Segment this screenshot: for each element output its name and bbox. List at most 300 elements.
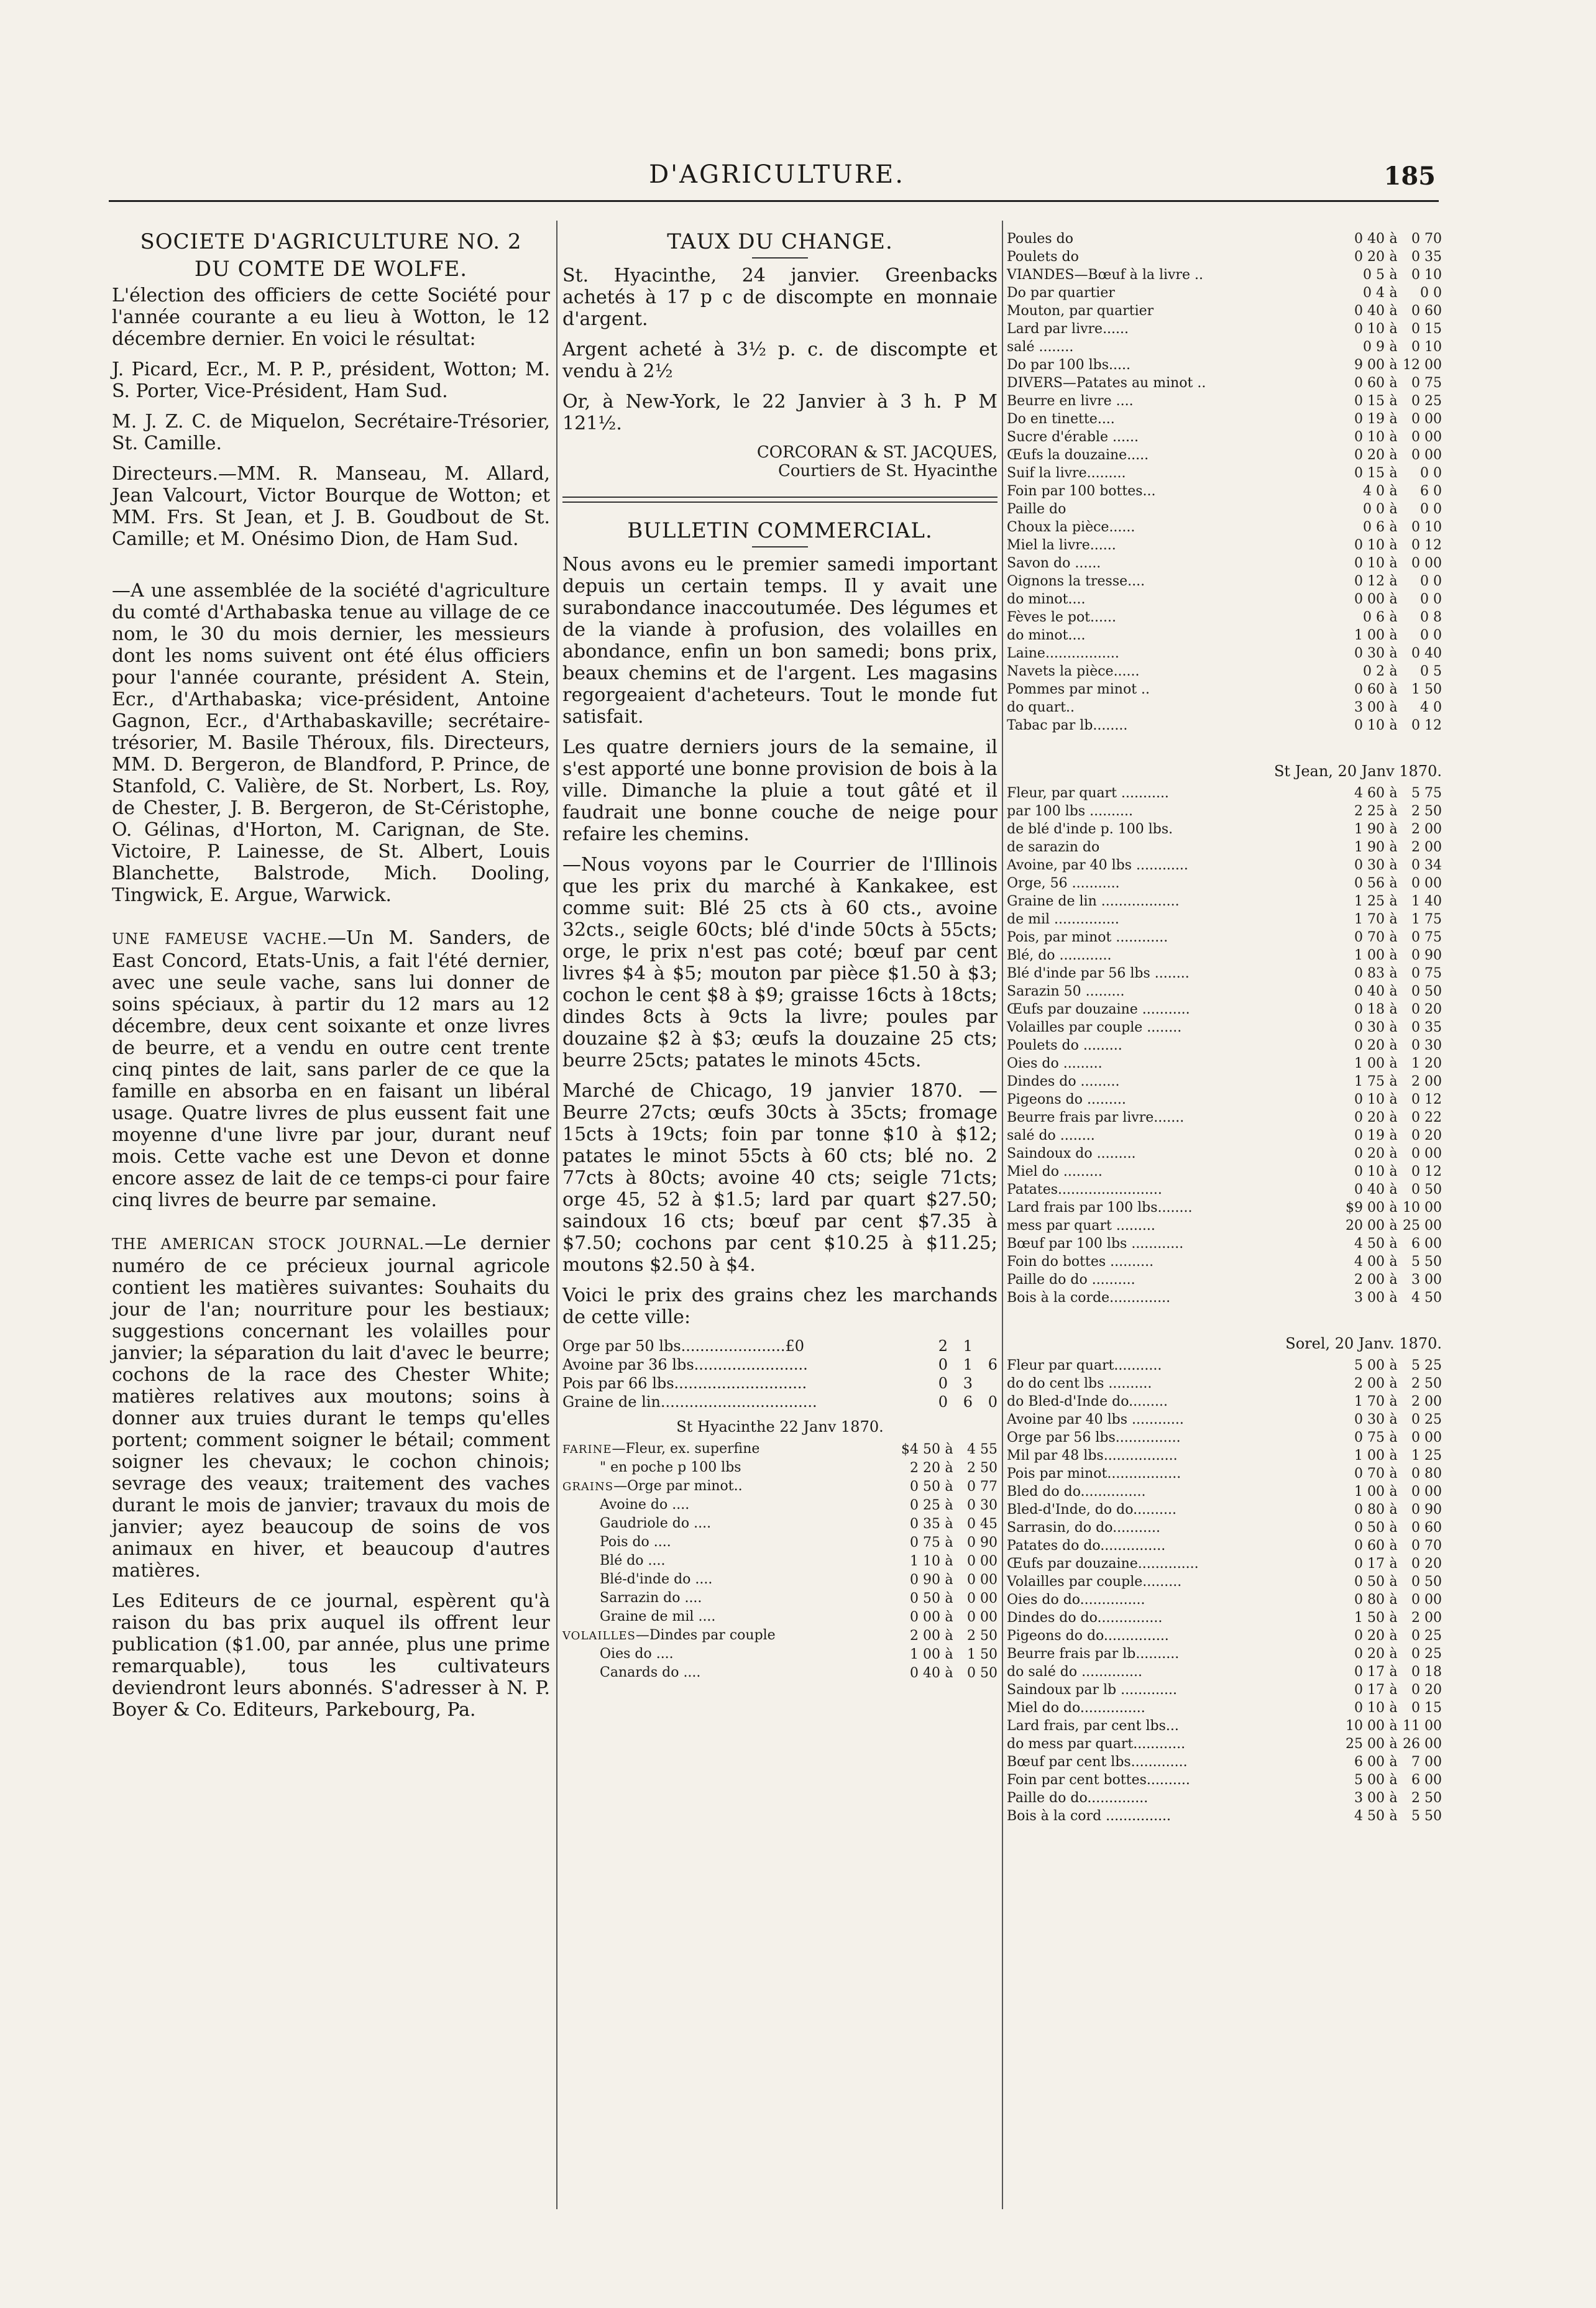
price-separator: à bbox=[1389, 1592, 1398, 1608]
price-row bbox=[1007, 518, 1442, 536]
price-item: DIVERS—Patates au minot .. bbox=[1007, 375, 1206, 391]
price-row bbox=[1007, 784, 1442, 802]
price-row bbox=[1007, 500, 1442, 518]
price-item: Canards do .... bbox=[600, 1665, 701, 1680]
price-row bbox=[1007, 1253, 1442, 1271]
price-low: 0 00 bbox=[910, 1609, 940, 1625]
price-low: 0 10 bbox=[1354, 718, 1385, 733]
price-low: 0 80 bbox=[1354, 1502, 1385, 1518]
price-separator: à bbox=[1389, 321, 1398, 337]
price-row bbox=[1007, 1753, 1442, 1771]
price-row bbox=[1007, 1217, 1442, 1235]
price-separator: à bbox=[1389, 1538, 1398, 1554]
price-row bbox=[1007, 1127, 1442, 1145]
price-separator: à bbox=[1389, 574, 1398, 589]
price-row bbox=[1007, 698, 1442, 717]
price-low: 5 00 bbox=[1354, 1358, 1385, 1373]
price-low: 0 60 bbox=[1354, 682, 1385, 697]
price-row bbox=[1007, 892, 1442, 910]
price-low: 0 4 bbox=[1363, 285, 1385, 301]
price-low: 0 19 bbox=[1354, 1128, 1385, 1143]
price-item: Bois à la cord ............... bbox=[1007, 1808, 1172, 1824]
price-row bbox=[562, 1337, 998, 1355]
price-row bbox=[1007, 1609, 1442, 1627]
price-item: Choux la pièce...... bbox=[1007, 520, 1135, 535]
price-high: 0 00 bbox=[1411, 447, 1442, 463]
price-low: 0 83 bbox=[1354, 966, 1385, 981]
price-low: 25 00 bbox=[1346, 1736, 1385, 1752]
price-row bbox=[1007, 1591, 1442, 1609]
price-high: 0 00 bbox=[967, 1572, 998, 1588]
price-row bbox=[1007, 1199, 1442, 1217]
price-item: do salé do .............. bbox=[1007, 1664, 1143, 1680]
price-low: 0 40 bbox=[1354, 303, 1385, 319]
price-high: 0 12 bbox=[1411, 1092, 1442, 1107]
price-high: 25 00 bbox=[1403, 1218, 1442, 1234]
price-low: 0 20 bbox=[1354, 447, 1385, 463]
price-low: 0 6 bbox=[1363, 610, 1385, 625]
price-low: 3 00 bbox=[1354, 700, 1385, 715]
price-high: 1 20 bbox=[1411, 1056, 1442, 1071]
price-separator: à bbox=[1389, 610, 1398, 625]
price-separator: à bbox=[1389, 1182, 1398, 1198]
column-3 bbox=[1007, 230, 1442, 1825]
price-row bbox=[1007, 1663, 1442, 1681]
price-high: 2 00 bbox=[1411, 1394, 1442, 1409]
price-item-cell bbox=[562, 1626, 901, 1645]
price-separator: à bbox=[1389, 1038, 1398, 1053]
page-number: 185 bbox=[1383, 162, 1436, 191]
price-item: Poules do bbox=[1007, 231, 1073, 247]
price-item-cell bbox=[562, 1533, 901, 1552]
paragraph: Voici le prix des grains chez les marchands de cette ville: bbox=[562, 1285, 998, 1328]
price-separator: à bbox=[1389, 646, 1398, 661]
price-high: 0 34 bbox=[1411, 858, 1442, 873]
price-category: GRAINS bbox=[562, 1480, 614, 1493]
price-separator: à bbox=[1389, 1520, 1398, 1536]
price-high: 10 00 bbox=[1403, 1200, 1442, 1216]
price-high: 0 10 bbox=[1411, 520, 1442, 535]
paragraph: —Nous voyons par le Courrier de l'Illinois que les prix du marché à Kankakee, est comme suit: Blé 25 cts à 60 cts., avoine 32cts., seigle 60cts; blé d'inde 50cts à 55cts; orge, le prix n'est pas coté; bœuf par cent livres $4 à $5; mouton par pièce $1.50 à $3; cochon le cent $8 à $9; graisse 16cts à 18cts; dindes 8cts à 9cts la livre; poules par douzaine $2 à $3; œufs la douzaine 25 cts; beurre 25cts; patates le minots 45cts. bbox=[562, 854, 998, 1071]
price-item: Bœuf par 100 lbs ............ bbox=[1007, 1236, 1184, 1252]
price-row bbox=[1007, 1789, 1442, 1807]
price-low: 0 50 bbox=[910, 1478, 940, 1495]
price-item: Pigeons do do............... bbox=[1007, 1628, 1169, 1644]
price-low: 4 50 bbox=[1354, 1236, 1385, 1252]
price-item: Paille do bbox=[1007, 501, 1066, 517]
price-row bbox=[562, 1496, 998, 1514]
price-high: 0 35 bbox=[1411, 249, 1442, 265]
price-high: 0 5 bbox=[1420, 664, 1442, 679]
price-low: 0 70 bbox=[1354, 1466, 1385, 1481]
price-separator: à bbox=[1389, 664, 1398, 679]
price-high: 0 15 bbox=[1411, 321, 1442, 337]
price-high: 0 00 bbox=[967, 1590, 998, 1606]
price-high: 0 20 bbox=[1411, 1682, 1442, 1698]
price-row bbox=[1007, 662, 1442, 680]
st-hyacinthe-price-table bbox=[562, 1440, 998, 1682]
price-low: 0 30 bbox=[1354, 858, 1385, 873]
paragraph: L'élection des officiers de cette Société pour l'année courante a eu lieu à Wotton, le 12 décembre dernier. En voici le résultat: bbox=[112, 285, 550, 350]
price-low: 0 15 bbox=[1354, 465, 1385, 481]
price-row bbox=[1007, 1411, 1442, 1429]
price-item-cell bbox=[562, 1440, 901, 1459]
price-row bbox=[1007, 1181, 1442, 1199]
price-item: Miel do do............... bbox=[1007, 1700, 1145, 1716]
price-high: 0 45 bbox=[967, 1516, 998, 1532]
column-divider bbox=[1002, 221, 1003, 2209]
price-item: " en poche p 100 lbs bbox=[600, 1460, 741, 1475]
price-high: 1 25 bbox=[1411, 1448, 1442, 1463]
spacer bbox=[112, 559, 550, 580]
price-low: 0 19 bbox=[1354, 411, 1385, 427]
price-high: 0 8 bbox=[1420, 610, 1442, 625]
price-separator: à bbox=[1389, 1394, 1398, 1409]
price-low: 0 2 bbox=[1363, 664, 1385, 679]
price-separator: à bbox=[1389, 1790, 1398, 1806]
price-separator: à bbox=[1389, 1412, 1398, 1427]
price-high: 0 10 bbox=[1411, 339, 1442, 355]
price-separator: à bbox=[1389, 357, 1398, 373]
price-high: 0 50 bbox=[1411, 984, 1442, 999]
price-high: 2 50 bbox=[1411, 1790, 1442, 1806]
price-row bbox=[1007, 1055, 1442, 1073]
price-separator: à bbox=[1389, 876, 1398, 891]
price-item: Paille do do.............. bbox=[1007, 1790, 1149, 1806]
article-heading: TAUX DU CHANGE. bbox=[667, 229, 893, 254]
article-journal bbox=[112, 1232, 550, 1582]
price-separator: à bbox=[945, 1572, 953, 1588]
price-item: Saindoux par lb ............. bbox=[1007, 1682, 1178, 1698]
price-high: 4 50 bbox=[1411, 1290, 1442, 1306]
price-high: 0 00 bbox=[1411, 1484, 1442, 1500]
price-row bbox=[1007, 802, 1442, 820]
price-separator: à bbox=[1389, 1146, 1398, 1161]
price-row bbox=[1007, 1235, 1442, 1253]
price-high: 0 60 bbox=[1411, 303, 1442, 319]
paragraph: Or, à New-York, le 22 Janvier à 3 h. P M 121½. bbox=[562, 391, 998, 434]
price-low: 0 5 bbox=[1363, 267, 1385, 283]
price-high: 0 12 bbox=[1411, 538, 1442, 553]
price-high: 5 50 bbox=[1411, 1254, 1442, 1270]
price-high: 0 0 bbox=[1420, 628, 1442, 643]
price-item: Dindes do ......... bbox=[1007, 1074, 1120, 1089]
price-low: 0 10 bbox=[1354, 1092, 1385, 1107]
price-row bbox=[1007, 1807, 1442, 1825]
price-separator: à bbox=[1389, 1200, 1398, 1216]
price-item: de blé d'inde p. 100 lbs. bbox=[1007, 822, 1173, 837]
price-high: 0 00 bbox=[1411, 1592, 1442, 1608]
price-row bbox=[1007, 1537, 1442, 1555]
price-low: 5 00 bbox=[1354, 1772, 1385, 1788]
grain-price-table bbox=[562, 1337, 998, 1411]
price-row bbox=[1007, 1019, 1442, 1037]
price-item: Sucre d'érable ...... bbox=[1007, 429, 1139, 445]
paragraph: Marché de Chicago, 19 janvier 1870. —Beurre 27cts; œufs 30cts à 35cts; fromage 15cts à 19cts; foin par tonne $10 à $12; patates le minot 55cts à 60 cts; blé no. 2 77cts à 80cts; avoine 40 cts; seigle 71cts; orge 45, 52 à $1.5; lard par quart $27.50; saindoux 16 cts; bœuf par cent $7.35 à $7.50; cochons par cent $10.25 à $11.25; moutons $2.50 à $4. bbox=[562, 1080, 998, 1276]
price-item: Beurre frais par lb.......... bbox=[1007, 1646, 1180, 1662]
price-separator: à bbox=[1389, 1574, 1398, 1590]
price-high: 2 50 bbox=[1411, 804, 1442, 819]
price-row bbox=[1007, 1699, 1442, 1717]
price-item: do Bled-d'Inde do......... bbox=[1007, 1394, 1168, 1409]
price-item: Navets la pièce...... bbox=[1007, 664, 1140, 679]
price-row bbox=[1007, 1109, 1442, 1127]
price-item: Œufs par douzaine ........... bbox=[1007, 1002, 1190, 1017]
grain-value: 2 bbox=[938, 1337, 948, 1355]
price-item: Do par quartier bbox=[1007, 285, 1115, 301]
price-item: Lard par livre...... bbox=[1007, 321, 1129, 337]
price-row bbox=[1007, 1145, 1442, 1163]
price-item: Beurre en livre .... bbox=[1007, 393, 1134, 409]
grain-item: Graine de lin................................. bbox=[562, 1393, 817, 1411]
price-item: Oies do ......... bbox=[1007, 1056, 1103, 1071]
market-price-table bbox=[1007, 230, 1442, 735]
price-row bbox=[1007, 1289, 1442, 1307]
article-subheading: DU COMTE DE WOLFE. bbox=[194, 257, 468, 282]
price-high: 0 50 bbox=[1411, 1574, 1442, 1590]
price-high: 1 75 bbox=[1411, 912, 1442, 927]
price-row bbox=[1007, 320, 1442, 338]
price-item: Foin par cent bottes.......... bbox=[1007, 1772, 1190, 1788]
price-high: 0 50 bbox=[1411, 1182, 1442, 1198]
article-heading: BULLETIN COMMERCIAL. bbox=[627, 518, 933, 543]
price-high: 0 35 bbox=[1411, 1020, 1442, 1035]
price-separator: à bbox=[1389, 1466, 1398, 1481]
price-low: 0 20 bbox=[1354, 1110, 1385, 1125]
price-low: 0 10 bbox=[1354, 538, 1385, 553]
price-row bbox=[1007, 392, 1442, 410]
price-item: de mil ............... bbox=[1007, 912, 1119, 927]
price-item: Laine................. bbox=[1007, 646, 1119, 661]
price-high: 2 00 bbox=[1411, 822, 1442, 837]
price-high: 0 12 bbox=[1411, 1164, 1442, 1179]
price-row bbox=[1007, 680, 1442, 698]
price-low: 0 40 bbox=[910, 1665, 940, 1681]
grain-value: 6 bbox=[963, 1393, 973, 1411]
price-row bbox=[562, 1355, 998, 1374]
price-separator: à bbox=[1389, 858, 1398, 873]
price-high: 0 75 bbox=[1411, 930, 1442, 945]
price-separator: à bbox=[945, 1497, 953, 1513]
price-low: 0 70 bbox=[1354, 930, 1385, 945]
price-row bbox=[562, 1570, 998, 1589]
price-high: 2 00 bbox=[1411, 1074, 1442, 1089]
price-row bbox=[1007, 838, 1442, 856]
price-high: 0 00 bbox=[967, 1609, 998, 1625]
price-separator: à bbox=[945, 1590, 953, 1606]
price-row bbox=[1007, 428, 1442, 446]
price-item-cell bbox=[562, 1645, 901, 1664]
price-separator: à bbox=[1389, 1484, 1398, 1500]
price-separator: à bbox=[945, 1609, 953, 1625]
price-separator: à bbox=[1389, 429, 1398, 445]
price-item: Sarrazin do .... bbox=[600, 1590, 702, 1606]
price-row bbox=[1007, 982, 1442, 1001]
price-item: Sarrasin, do do........... bbox=[1007, 1520, 1161, 1536]
price-item: Œufs par douzaine.............. bbox=[1007, 1556, 1199, 1572]
price-low: 0 15 bbox=[1354, 393, 1385, 409]
price-low: 10 00 bbox=[1346, 1718, 1385, 1734]
price-item: Blé-d'inde do .... bbox=[600, 1572, 713, 1587]
price-row bbox=[1007, 356, 1442, 374]
price-high: 0 40 bbox=[1411, 646, 1442, 661]
price-separator: à bbox=[1389, 303, 1398, 319]
price-row bbox=[1007, 820, 1442, 838]
price-separator: à bbox=[1389, 285, 1398, 301]
price-item-cell bbox=[562, 1496, 901, 1514]
price-low: 0 6 bbox=[1363, 520, 1385, 535]
price-separator: à bbox=[1389, 840, 1398, 855]
price-separator: à bbox=[1389, 1056, 1398, 1071]
price-high: 2 50 bbox=[967, 1460, 998, 1476]
price-high: 26 00 bbox=[1403, 1736, 1442, 1752]
price-item: Miel la livre...... bbox=[1007, 538, 1116, 553]
price-separator: à bbox=[1389, 1502, 1398, 1518]
header-rule bbox=[109, 200, 1439, 202]
price-separator: à bbox=[1389, 1236, 1398, 1252]
heading-rule bbox=[752, 546, 808, 547]
price-low: 1 00 bbox=[1354, 1056, 1385, 1071]
price-high: 0 00 bbox=[1411, 876, 1442, 891]
price-row bbox=[1007, 1717, 1442, 1735]
price-low: 0 50 bbox=[1354, 1574, 1385, 1590]
price-item: Do en tinette.... bbox=[1007, 411, 1115, 427]
price-item: Pigeons do ......... bbox=[1007, 1092, 1126, 1107]
price-low: $9 00 bbox=[1346, 1200, 1385, 1216]
price-separator: à bbox=[945, 1460, 953, 1476]
price-high: 0 75 bbox=[1411, 375, 1442, 391]
price-high: 0 70 bbox=[1411, 1538, 1442, 1554]
price-row bbox=[1007, 1447, 1442, 1465]
price-low: 1 00 bbox=[1354, 628, 1385, 643]
price-low: 1 70 bbox=[1354, 912, 1385, 927]
price-high: 0 70 bbox=[1411, 231, 1442, 247]
price-row bbox=[562, 1514, 998, 1533]
grain-value: 0 bbox=[988, 1393, 998, 1411]
price-separator: à bbox=[945, 1534, 953, 1550]
price-high: 2 50 bbox=[1411, 1376, 1442, 1391]
price-high: 0 50 bbox=[967, 1665, 998, 1681]
price-separator: à bbox=[1389, 1358, 1398, 1373]
price-high: 11 00 bbox=[1403, 1718, 1442, 1734]
price-low: 1 00 bbox=[910, 1646, 940, 1662]
price-low: 0 30 bbox=[1354, 1412, 1385, 1427]
price-low: 3 00 bbox=[1354, 1790, 1385, 1806]
running-title: D'AGRICULTURE. bbox=[649, 160, 905, 189]
price-high: 0 90 bbox=[1411, 1502, 1442, 1518]
spacer bbox=[112, 1220, 550, 1232]
price-high: 6 00 bbox=[1411, 1772, 1442, 1788]
price-high: 0 15 bbox=[1411, 1700, 1442, 1716]
price-separator: à bbox=[1389, 1736, 1398, 1752]
price-separator: à bbox=[1389, 1430, 1398, 1445]
price-high: 6 0 bbox=[1420, 483, 1442, 499]
price-low: 0 35 bbox=[910, 1516, 940, 1532]
price-separator: à bbox=[1389, 700, 1398, 715]
price-separator: à bbox=[1389, 930, 1398, 945]
price-high: 0 25 bbox=[1411, 393, 1442, 409]
paragraph: M. J. Z. C. de Miquelon, Secrétaire-Trésorier, St. Camille. bbox=[112, 411, 550, 454]
price-low: 4 50 bbox=[1354, 1808, 1385, 1824]
price-separator: à bbox=[1389, 718, 1398, 733]
price-separator: à bbox=[1389, 520, 1398, 535]
price-item: Avoine par 40 lbs ............ bbox=[1007, 1412, 1184, 1427]
price-row bbox=[562, 1645, 998, 1664]
price-row bbox=[1007, 1519, 1442, 1537]
price-item: Poulets do bbox=[1007, 249, 1079, 265]
price-high: 7 00 bbox=[1411, 1754, 1442, 1770]
price-low: 2 25 bbox=[1354, 804, 1385, 819]
price-separator: à bbox=[1389, 393, 1398, 409]
price-high: 5 25 bbox=[1411, 1358, 1442, 1373]
price-item: Graine de lin .................. bbox=[1007, 894, 1180, 909]
paragraph: Argent acheté à 3½ p. c. de discompte et vendu à 2½ bbox=[562, 339, 998, 382]
price-item: Suif la livre......... bbox=[1007, 465, 1126, 481]
price-separator: à bbox=[1389, 1556, 1398, 1572]
price-row bbox=[1007, 1393, 1442, 1411]
price-item: Oies do .... bbox=[600, 1646, 674, 1662]
price-high: 0 80 bbox=[1411, 1466, 1442, 1481]
price-item: Savon do ...... bbox=[1007, 556, 1101, 571]
price-separator: à bbox=[1389, 339, 1398, 355]
price-high: 0 0 bbox=[1420, 574, 1442, 589]
price-separator: à bbox=[1389, 447, 1398, 463]
price-item: do minot.... bbox=[1007, 628, 1086, 643]
price-row bbox=[1007, 374, 1442, 392]
price-low: 1 10 bbox=[910, 1553, 940, 1569]
article-heading: SOCIETE D'AGRICULTURE NO. 2 bbox=[140, 229, 522, 254]
price-row bbox=[1007, 1501, 1442, 1519]
price-row bbox=[1007, 1001, 1442, 1019]
paragraph: J. Picard, Ecr., M. P. P., président, Wotton; M. S. Porter, Vice-Président, Ham Sud. bbox=[112, 359, 550, 402]
price-item: Mouton, par quartier bbox=[1007, 303, 1154, 319]
grain-item: Orge par 50 lbs......................£0 bbox=[562, 1337, 805, 1355]
price-high: 0 75 bbox=[1411, 966, 1442, 981]
price-low: 0 50 bbox=[1354, 1520, 1385, 1536]
paragraph: Les Editeurs de ce journal, espèrent qu'à raison du bas prix auquel ils offrent leur publication ($1.00, par année, plus une prime remarquable), tous les cultivateurs deviendront leurs abonnés. S'adresser à N. P. Boyer & Co. Editeurs, Parkebourg, Pa. bbox=[112, 1590, 550, 1721]
price-item-cell bbox=[562, 1514, 901, 1533]
grain-value: 3 bbox=[963, 1375, 973, 1392]
price-category: FARINE bbox=[562, 1443, 612, 1456]
column-1 bbox=[112, 230, 550, 1729]
price-item: Pommes par minot .. bbox=[1007, 682, 1150, 697]
price-low: 9 00 bbox=[1354, 357, 1385, 373]
price-low: 0 40 bbox=[1354, 984, 1385, 999]
price-high: 0 77 bbox=[967, 1478, 998, 1495]
price-low: 0 10 bbox=[1354, 1164, 1385, 1179]
price-low: 1 90 bbox=[1354, 840, 1385, 855]
article-vache bbox=[112, 927, 550, 1211]
signature: CORCORAN & ST. JACQUES, bbox=[756, 443, 998, 462]
price-separator: à bbox=[1389, 1628, 1398, 1644]
price-item: Pois do .... bbox=[600, 1534, 671, 1550]
price-separator: à bbox=[1389, 1290, 1398, 1306]
price-low: 2 00 bbox=[1354, 1376, 1385, 1391]
heading-rule bbox=[752, 257, 808, 259]
price-low: 2 00 bbox=[1354, 1272, 1385, 1288]
price-separator: à bbox=[1389, 483, 1398, 499]
grain-item: Avoine par 36 lbs........................ bbox=[562, 1356, 808, 1373]
price-high: 0 00 bbox=[1411, 429, 1442, 445]
price-low: 0 40 bbox=[1354, 231, 1385, 247]
price-row bbox=[1007, 1091, 1442, 1109]
price-separator: à bbox=[1389, 894, 1398, 909]
price-item: Graine de mil .... bbox=[600, 1609, 716, 1624]
price-separator: à bbox=[1389, 1772, 1398, 1788]
price-high: 0 30 bbox=[967, 1497, 998, 1513]
price-item: do minot.... bbox=[1007, 592, 1086, 607]
price-row bbox=[1007, 626, 1442, 644]
